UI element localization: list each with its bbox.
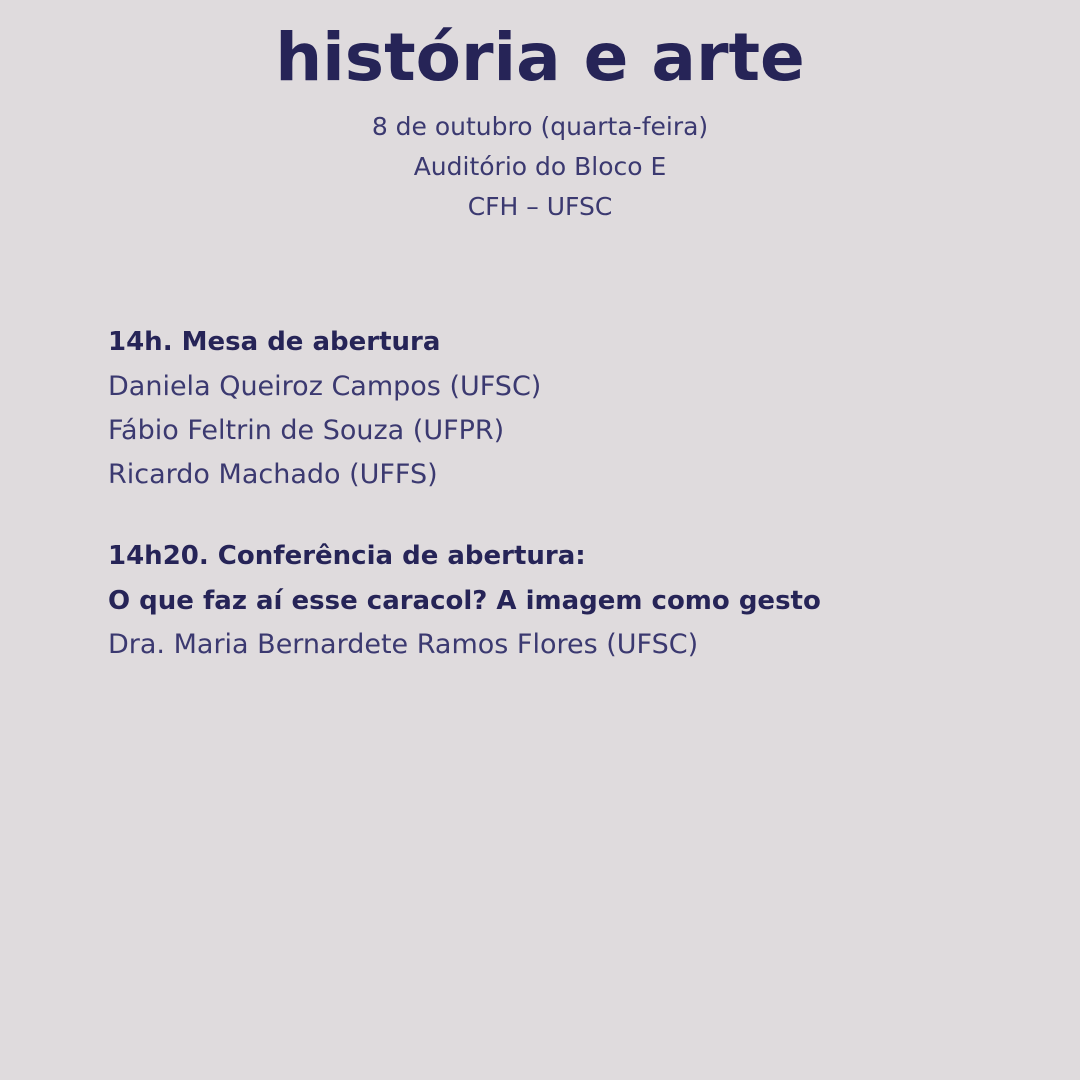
event-institution: CFH – UFSC bbox=[467, 192, 613, 221]
event-venue: Auditório do Bloco E bbox=[413, 152, 667, 181]
speaker-item: Daniela Queiroz Campos (UFSC) bbox=[108, 371, 542, 402]
event-title: história e arte bbox=[275, 19, 805, 96]
talk-title: O que faz aí esse caracol? A imagem como gesto bbox=[108, 586, 821, 616]
session-heading: 14h. Mesa de abertura bbox=[108, 327, 441, 357]
speaker-item: Ricardo Machado (UFFS) bbox=[108, 459, 438, 490]
session-heading: 14h20. Conferência de abertura: bbox=[108, 541, 586, 571]
event-date: 8 de outubro (quarta-feira) bbox=[371, 112, 709, 141]
speaker-item: Fábio Feltrin de Souza (UFPR) bbox=[108, 415, 505, 446]
speaker-item: Dra. Maria Bernardete Ramos Flores (UFSC) bbox=[108, 629, 699, 660]
